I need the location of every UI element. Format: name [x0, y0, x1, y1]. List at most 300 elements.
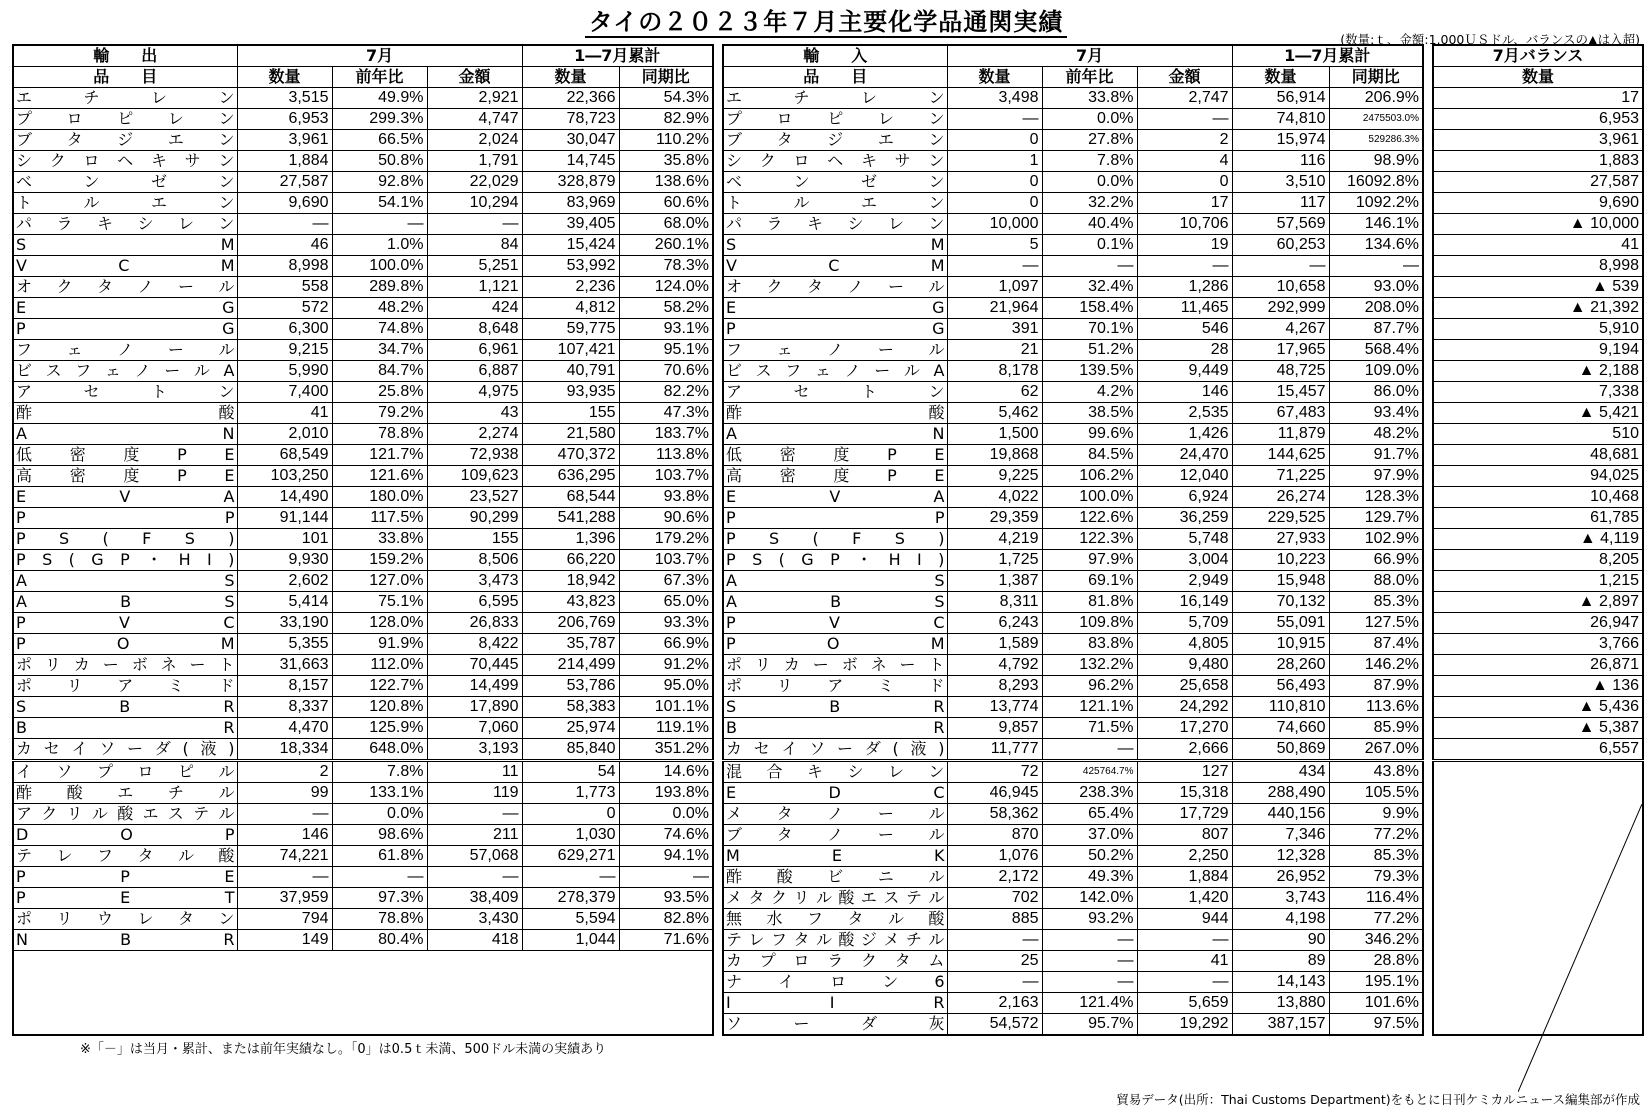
import-cum-yoy-cell: 85.9%: [1329, 718, 1423, 739]
item-name: 低 密 度 P E: [726, 445, 945, 464]
import-yoy-cell: 81.8%: [1042, 592, 1137, 613]
balance-row: [1433, 592, 1643, 613]
item-name: 高 密 度 P E: [726, 466, 945, 485]
export-amount-cell: 5,251: [427, 256, 522, 277]
import-amount-cell: 2,250: [1137, 846, 1232, 867]
item-name: ト ル エ ン: [16, 193, 235, 212]
import-row: [723, 634, 1423, 655]
export-yoy-cell: 80.4%: [332, 930, 427, 951]
import-qty-cell: 25: [947, 951, 1042, 972]
balance-row: [1433, 529, 1643, 550]
export-cum-qty-cell: 53,992: [522, 256, 619, 277]
export-cum-qty-cell: 59,775: [522, 319, 619, 340]
export-cum-qty-cell: 78,723: [522, 109, 619, 130]
import-qty-cell: 3,498: [947, 88, 1042, 109]
item-name: エ チ レ ン: [726, 88, 945, 107]
balance-qty-cell: ▲ 21,392: [1433, 298, 1643, 319]
import-item-cell: [723, 972, 947, 993]
import-amount-cell: —: [1137, 930, 1232, 951]
balance-row: [1433, 256, 1643, 277]
import-cum-qty-header: 数量: [1232, 67, 1329, 88]
import-month-header: 7月: [947, 45, 1232, 67]
import-item-cell: [723, 277, 947, 298]
export-row: [13, 256, 713, 277]
item-name: ト ル エ ン: [726, 193, 945, 212]
export-row: [13, 804, 713, 825]
import-cum-yoy-cell: 48.2%: [1329, 424, 1423, 445]
export-qty-cell: 91,144: [237, 508, 332, 529]
export-cum-qty-cell: 54: [522, 761, 619, 783]
export-cum-qty-cell: 85,840: [522, 739, 619, 761]
export-row: [13, 783, 713, 804]
export-yoy-cell: 125.9%: [332, 718, 427, 739]
import-cum-qty-cell: 229,525: [1232, 508, 1329, 529]
import-item-cell: [723, 592, 947, 613]
export-amount-cell: 155: [427, 529, 522, 550]
export-cum-qty-cell: 83,969: [522, 193, 619, 214]
export-row: [13, 909, 713, 930]
import-item-cell: [723, 109, 947, 130]
import-cum-qty-cell: 116: [1232, 151, 1329, 172]
import-amount-header: 金額: [1137, 67, 1232, 88]
import-row: [723, 172, 1423, 193]
import-item-cell: [723, 319, 947, 340]
import-amount-cell: 6,924: [1137, 487, 1232, 508]
item-name: ソ ー ダ 灰: [726, 1014, 945, 1033]
balance-row: [1433, 550, 1643, 571]
import-yoy-cell: —: [1042, 930, 1137, 951]
export-qty-cell: 794: [237, 909, 332, 930]
export-cum-qty-cell: 30,047: [522, 130, 619, 151]
export-yoy-cell: 289.8%: [332, 277, 427, 298]
export-footnote-area: [13, 951, 713, 1036]
import-yoy-cell: —: [1042, 256, 1137, 277]
item-name: ベ ン ゼ ン: [726, 172, 945, 191]
export-item-cell: [13, 487, 237, 508]
import-cum-yoy-cell: 97.9%: [1329, 466, 1423, 487]
import-cum-qty-cell: 57,569: [1232, 214, 1329, 235]
export-amount-cell: 8,506: [427, 550, 522, 571]
import-amount-cell: 41: [1137, 951, 1232, 972]
export-qty-header: 数量: [237, 67, 332, 88]
export-row: [13, 193, 713, 214]
export-qty-cell: 5,990: [237, 361, 332, 382]
item-name: フ ェ ノ ー ル: [16, 340, 235, 359]
import-amount-cell: 4: [1137, 151, 1232, 172]
export-yoy-cell: 7.8%: [332, 761, 427, 783]
import-cum-qty-cell: 17,965: [1232, 340, 1329, 361]
export-cum-qty-cell: 40,791: [522, 361, 619, 382]
import-qty-cell: 13,774: [947, 697, 1042, 718]
import-row: [723, 697, 1423, 718]
export-yoy-cell: 120.8%: [332, 697, 427, 718]
item-name: S M: [16, 235, 235, 254]
import-item-cell: [723, 130, 947, 151]
import-yoy-cell: 99.6%: [1042, 424, 1137, 445]
import-row: [723, 972, 1423, 993]
export-yoy-cell: 180.0%: [332, 487, 427, 508]
import-item-cell: [723, 783, 947, 804]
export-qty-cell: 8,157: [237, 676, 332, 697]
import-item-cell: [723, 403, 947, 424]
import-amount-cell: 24,292: [1137, 697, 1232, 718]
export-item-cell: [13, 403, 237, 424]
export-cum-qty-cell: 155: [522, 403, 619, 424]
import-qty-cell: 1,387: [947, 571, 1042, 592]
import-cum-qty-cell: 28,260: [1232, 655, 1329, 676]
item-name: M E K: [726, 846, 945, 865]
import-cum-yoy-cell: 102.9%: [1329, 529, 1423, 550]
export-yoy-cell: 159.2%: [332, 550, 427, 571]
import-qty-cell: 1: [947, 151, 1042, 172]
export-yoy-cell: 91.9%: [332, 634, 427, 655]
balance-row: [1433, 214, 1643, 235]
export-yoy-cell: 98.6%: [332, 825, 427, 846]
item-name: ポ リ ウ レ タ ン: [16, 909, 235, 928]
export-cum-qty-cell: 214,499: [522, 655, 619, 676]
import-cum-yoy-cell: 127.5%: [1329, 613, 1423, 634]
import-cum-yoy-cell: 88.0%: [1329, 571, 1423, 592]
import-row: [723, 1014, 1423, 1036]
export-amount-cell: —: [427, 214, 522, 235]
export-yoy-cell: 121.6%: [332, 466, 427, 487]
import-qty-cell: —: [947, 972, 1042, 993]
balance-qty-cell: ▲ 539: [1433, 277, 1643, 298]
item-name: メ タ ク リ ル 酸 エ ス テ ル: [726, 888, 945, 907]
export-cum-qty-cell: 18,942: [522, 571, 619, 592]
import-amount-cell: —: [1137, 109, 1232, 130]
item-name: E D C: [726, 783, 945, 802]
balance-row: [1433, 487, 1643, 508]
import-qty-cell: 58,362: [947, 804, 1042, 825]
balance-qty-cell: 9,194: [1433, 340, 1643, 361]
import-yoy-cell: 70.1%: [1042, 319, 1137, 340]
export-qty-cell: 99: [237, 783, 332, 804]
export-item-cell: [13, 193, 237, 214]
import-yoy-cell: 122.3%: [1042, 529, 1137, 550]
import-item-cell: [723, 550, 947, 571]
export-qty-cell: 1,884: [237, 151, 332, 172]
export-cum-qty-cell: 1,773: [522, 783, 619, 804]
import-yoy-cell: 69.1%: [1042, 571, 1137, 592]
export-qty-cell: 14,490: [237, 487, 332, 508]
export-cum-yoy-header: 同期比: [619, 67, 713, 88]
export-item-cell: [13, 783, 237, 804]
export-yoy-cell: 128.0%: [332, 613, 427, 634]
import-item-cell: [723, 825, 947, 846]
export-item-cell: [13, 825, 237, 846]
import-yoy-cell: 95.7%: [1042, 1014, 1137, 1036]
page-title: タイの２０２３年７月主要化学品通関実績: [0, 2, 1652, 37]
export-cum-qty-cell: 93,935: [522, 382, 619, 403]
import-cum-qty-cell: 13,880: [1232, 993, 1329, 1014]
export-row: [13, 592, 713, 613]
import-qty-cell: 54,572: [947, 1014, 1042, 1036]
import-amount-cell: 12,040: [1137, 466, 1232, 487]
import-cum-yoy-cell: 206.9%: [1329, 88, 1423, 109]
export-cum-qty-cell: 25,974: [522, 718, 619, 739]
import-cum-qty-cell: 89: [1232, 951, 1329, 972]
export-item-cell: [13, 340, 237, 361]
export-item-cell: [13, 655, 237, 676]
export-cum-yoy-cell: 0.0%: [619, 804, 713, 825]
export-yoy-cell: 112.0%: [332, 655, 427, 676]
import-row: [723, 235, 1423, 256]
import-qty-cell: 29,359: [947, 508, 1042, 529]
export-row: [13, 361, 713, 382]
export-cum-yoy-cell: 183.7%: [619, 424, 713, 445]
import-yoy-cell: —: [1042, 951, 1137, 972]
export-row: [13, 930, 713, 951]
import-yoy-header: 前年比: [1042, 67, 1137, 88]
import-cum-qty-cell: 26,274: [1232, 487, 1329, 508]
import-item-cell: [723, 930, 947, 951]
export-section-header: 輸 出: [13, 45, 237, 67]
import-table: [722, 44, 1424, 1036]
export-yoy-cell: 648.0%: [332, 739, 427, 761]
item-name: P O M: [726, 634, 945, 653]
export-cum-qty-cell: 68,544: [522, 487, 619, 508]
export-cum-qty-cell: 1,396: [522, 529, 619, 550]
export-row: [13, 172, 713, 193]
export-cum-yoy-cell: 74.6%: [619, 825, 713, 846]
import-amount-cell: 28: [1137, 340, 1232, 361]
export-row: [13, 634, 713, 655]
import-amount-cell: 0: [1137, 172, 1232, 193]
export-cum-yoy-cell: 68.0%: [619, 214, 713, 235]
import-qty-cell: 21,964: [947, 298, 1042, 319]
export-row: [13, 867, 713, 888]
import-item-cell: [723, 761, 947, 783]
import-row: [723, 718, 1423, 739]
export-cum-yoy-cell: 71.6%: [619, 930, 713, 951]
import-item-cell: [723, 340, 947, 361]
export-row: [13, 951, 713, 1036]
import-item-cell: [723, 508, 947, 529]
item-name: S B R: [726, 697, 945, 716]
balance-row: [1433, 655, 1643, 676]
import-amount-cell: 2,535: [1137, 403, 1232, 424]
import-cum-qty-cell: 15,974: [1232, 130, 1329, 151]
export-row: [13, 529, 713, 550]
balance-qty-cell: 94,025: [1433, 466, 1643, 487]
export-cum-yoy-cell: 70.6%: [619, 361, 713, 382]
export-item-cell: [13, 888, 237, 909]
item-name: ベ ン ゼ ン: [16, 172, 235, 191]
import-row: [723, 298, 1423, 319]
balance-qty-cell: 3,961: [1433, 130, 1643, 151]
export-yoy-cell: 122.7%: [332, 676, 427, 697]
import-yoy-cell: —: [1042, 972, 1137, 993]
import-row: [723, 571, 1423, 592]
import-yoy-cell: 93.2%: [1042, 909, 1137, 930]
export-cum-yoy-cell: 35.8%: [619, 151, 713, 172]
import-cum-yoy-cell: 146.2%: [1329, 655, 1423, 676]
export-item-cell: [13, 550, 237, 571]
export-yoy-cell: 1.0%: [332, 235, 427, 256]
balance-row: [1433, 613, 1643, 634]
export-yoy-cell: 61.8%: [332, 846, 427, 867]
import-item-cell: [723, 867, 947, 888]
export-row: [13, 739, 713, 761]
item-name: 無 水 フ タ ル 酸: [726, 909, 945, 928]
import-item-cell: [723, 529, 947, 550]
export-amount-cell: 57,068: [427, 846, 522, 867]
import-qty-cell: 4,219: [947, 529, 1042, 550]
import-qty-cell: 72: [947, 761, 1042, 783]
import-cum-yoy-cell: 85.3%: [1329, 592, 1423, 613]
balance-row: [1433, 151, 1643, 172]
import-qty-header: 数量: [947, 67, 1042, 88]
item-name: P V C: [16, 613, 235, 632]
export-cum-qty-cell: 1,044: [522, 930, 619, 951]
balance-row: [1433, 277, 1643, 298]
import-qty-cell: —: [947, 930, 1042, 951]
export-yoy-cell: 84.7%: [332, 361, 427, 382]
import-item-cell: [723, 424, 947, 445]
export-cum-qty-cell: 0: [522, 804, 619, 825]
import-yoy-cell: 0.0%: [1042, 109, 1137, 130]
import-yoy-cell: 51.2%: [1042, 340, 1137, 361]
import-yoy-cell: —: [1042, 739, 1137, 761]
import-yoy-cell: 33.8%: [1042, 88, 1137, 109]
import-row: [723, 846, 1423, 867]
export-yoy-cell: 34.7%: [332, 340, 427, 361]
import-cum-yoy-cell: 568.4%: [1329, 340, 1423, 361]
export-row: [13, 676, 713, 697]
export-qty-cell: 46: [237, 235, 332, 256]
export-cum-qty-header: 数量: [522, 67, 619, 88]
import-qty-cell: 702: [947, 888, 1042, 909]
import-row: [723, 466, 1423, 487]
import-cum-yoy-cell: 529286.3%: [1329, 130, 1423, 151]
export-cum-yoy-cell: 95.0%: [619, 676, 713, 697]
import-amount-cell: 11,465: [1137, 298, 1232, 319]
export-cum-yoy-cell: 54.3%: [619, 88, 713, 109]
import-cum-yoy-cell: 208.0%: [1329, 298, 1423, 319]
export-yoy-cell: 0.0%: [332, 804, 427, 825]
item-name: P O M: [16, 634, 235, 653]
import-item-cell: [723, 676, 947, 697]
export-amount-cell: 119: [427, 783, 522, 804]
import-yoy-cell: 4.2%: [1042, 382, 1137, 403]
import-row: [723, 214, 1423, 235]
import-row: [723, 277, 1423, 298]
import-item-cell: [723, 193, 947, 214]
export-cum-qty-cell: 541,288: [522, 508, 619, 529]
import-cum-qty-cell: 10,223: [1232, 550, 1329, 571]
export-row: [13, 487, 713, 508]
balance-row: [1433, 634, 1643, 655]
import-cum-yoy-cell: 85.3%: [1329, 846, 1423, 867]
balance-row: [1433, 445, 1643, 466]
import-item-cell: [723, 804, 947, 825]
export-item-cell: [13, 277, 237, 298]
item-name: 酢 酸: [726, 403, 945, 422]
export-amount-cell: 1,121: [427, 277, 522, 298]
export-row: [13, 825, 713, 846]
balance-qty-cell: ▲ 2,897: [1433, 592, 1643, 613]
import-amount-cell: 19: [1137, 235, 1232, 256]
item-name: プ ロ ピ レ ン: [726, 109, 945, 128]
export-item-cell: [13, 319, 237, 340]
balance-qty-cell: 8,998: [1433, 256, 1643, 277]
item-name: テ レ フ タ ル 酸 ジ メ チ ル: [726, 930, 945, 949]
import-amount-cell: 17: [1137, 193, 1232, 214]
import-yoy-cell: 50.2%: [1042, 846, 1137, 867]
export-yoy-cell: 127.0%: [332, 571, 427, 592]
export-yoy-cell: 48.2%: [332, 298, 427, 319]
import-amount-cell: 5,659: [1137, 993, 1232, 1014]
export-cum-yoy-cell: 193.8%: [619, 783, 713, 804]
import-cum-yoy-cell: 267.0%: [1329, 739, 1423, 761]
import-cum-yoy-cell: 79.3%: [1329, 867, 1423, 888]
import-yoy-cell: 37.0%: [1042, 825, 1137, 846]
import-cum-yoy-cell: 116.4%: [1329, 888, 1423, 909]
import-cum-qty-cell: 60,253: [1232, 235, 1329, 256]
balance-qty-cell: 9,690: [1433, 193, 1643, 214]
export-yoy-cell: 78.8%: [332, 909, 427, 930]
import-cum-yoy-cell: 113.6%: [1329, 697, 1423, 718]
export-cum-qty-cell: 4,812: [522, 298, 619, 319]
import-cum-yoy-cell: 9.9%: [1329, 804, 1423, 825]
item-name: 混 合 キ シ レ ン: [726, 762, 945, 781]
item-name: A B S: [726, 592, 945, 611]
item-name: A N: [726, 424, 945, 443]
import-cum-yoy-cell: 2475503.0%: [1329, 109, 1423, 130]
import-yoy-cell: 142.0%: [1042, 888, 1137, 909]
import-cum-qty-cell: 48,725: [1232, 361, 1329, 382]
export-item-cell: [13, 298, 237, 319]
export-qty-cell: 8,998: [237, 256, 332, 277]
balance-qty-cell: ▲ 4,119: [1433, 529, 1643, 550]
import-cum-qty-cell: 70,132: [1232, 592, 1329, 613]
import-qty-cell: 9,225: [947, 466, 1042, 487]
import-item-cell: [723, 172, 947, 193]
export-item-cell: [13, 909, 237, 930]
export-row: [13, 445, 713, 466]
export-amount-cell: 6,961: [427, 340, 522, 361]
import-qty-cell: 1,097: [947, 277, 1042, 298]
import-amount-cell: 17,729: [1137, 804, 1232, 825]
import-yoy-cell: 96.2%: [1042, 676, 1137, 697]
export-cum-yoy-cell: —: [619, 867, 713, 888]
import-qty-cell: —: [947, 109, 1042, 130]
import-cum-qty-cell: 144,625: [1232, 445, 1329, 466]
export-qty-cell: —: [237, 214, 332, 235]
import-cum-qty-cell: 4,198: [1232, 909, 1329, 930]
import-row: [723, 529, 1423, 550]
export-amount-cell: 3,430: [427, 909, 522, 930]
import-qty-cell: 2,163: [947, 993, 1042, 1014]
import-yoy-cell: 65.4%: [1042, 804, 1137, 825]
balance-row: [1433, 319, 1643, 340]
export-row: [13, 508, 713, 529]
balance-row: [1433, 466, 1643, 487]
import-qty-cell: 8,178: [947, 361, 1042, 382]
balance-row: [1433, 130, 1643, 151]
import-row: [723, 655, 1423, 676]
item-name: E G: [16, 298, 235, 317]
export-qty-cell: 33,190: [237, 613, 332, 634]
import-item-cell: [723, 697, 947, 718]
import-row: [723, 151, 1423, 172]
export-qty-cell: 8,337: [237, 697, 332, 718]
import-cum-qty-cell: 288,490: [1232, 783, 1329, 804]
balance-qty-cell: 48,681: [1433, 445, 1643, 466]
import-item-cell: [723, 445, 947, 466]
export-cum-yoy-cell: 91.2%: [619, 655, 713, 676]
